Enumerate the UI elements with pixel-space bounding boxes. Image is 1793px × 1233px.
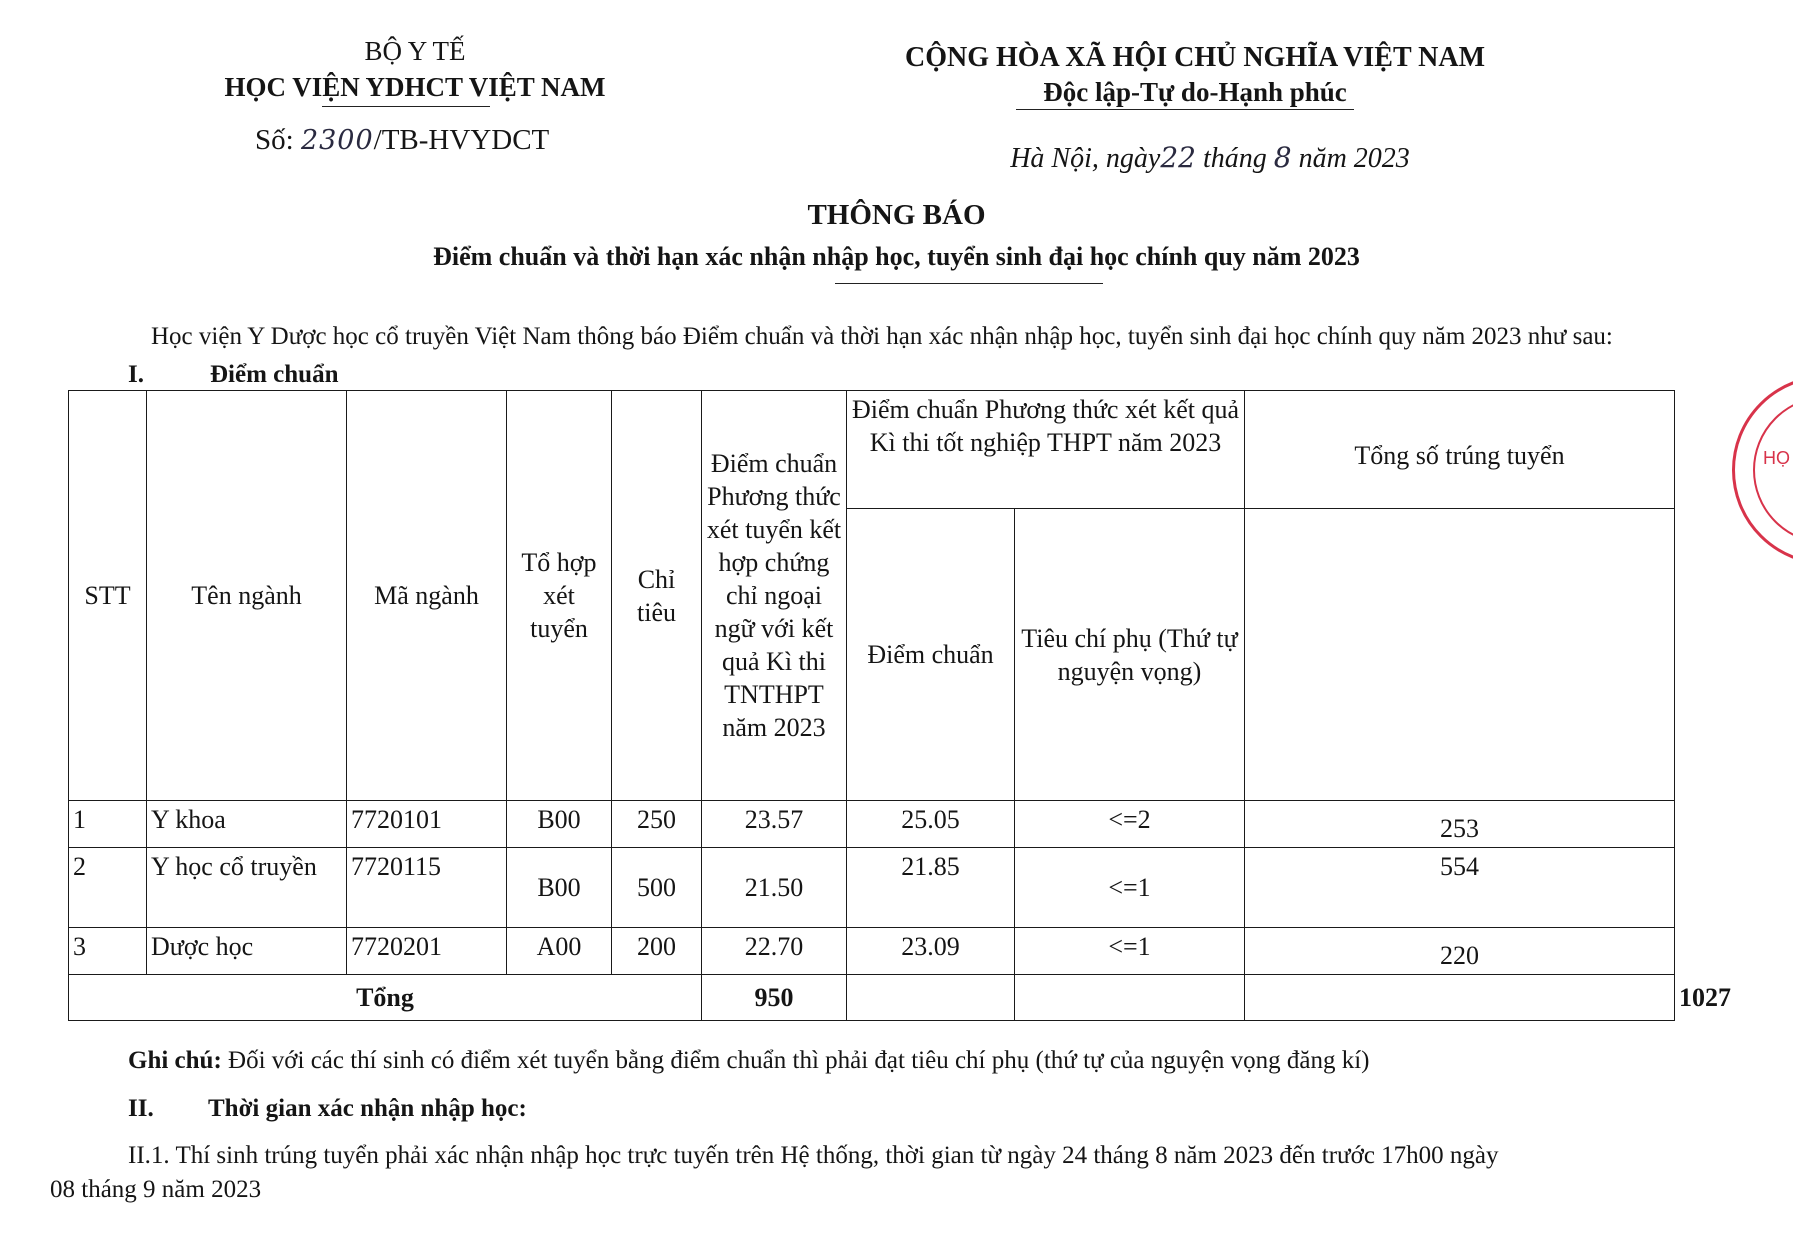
- total-label: Tổng: [69, 975, 702, 1021]
- header-combo: Tổ hợp xét tuyển: [507, 391, 612, 801]
- total-blank: [1245, 975, 1675, 1021]
- seal-inner-ring: [1753, 396, 1793, 544]
- republic-name: CỘNG HÒA XÃ HỘI CHỦ NGHĨA VIỆT NAM: [904, 42, 1486, 73]
- table-row: [69, 848, 1675, 928]
- cell-exam-score: 25.05: [847, 801, 1015, 848]
- cell-cert-score: 21.50: [702, 848, 847, 928]
- cell-quota: 500: [612, 848, 702, 928]
- seal-text: HỌ: [1763, 448, 1790, 468]
- cell-stt: 3: [69, 928, 147, 975]
- cell-admitted: 554: [1245, 848, 1675, 928]
- cell-name: Dược học: [147, 928, 347, 975]
- note-text: Đối với các thí sinh có điểm xét tuyển bằng điểm chuẩn thì phải đạt tiêu chí phụ (thứ tự của nguyện vọng đăng kí): [228, 1047, 1370, 1074]
- cell-combo: B00: [507, 848, 612, 928]
- cell-criteria: <=1: [1015, 928, 1245, 975]
- admission-scores-table: [68, 390, 1731, 1021]
- cell-stt: 2: [69, 848, 147, 928]
- cell-criteria: <=1: [1015, 848, 1245, 928]
- ministry-name: BỘ Y TẾ: [364, 36, 466, 66]
- section2-paragraph-line2: 08 tháng 9 năm 2023: [50, 1176, 262, 1203]
- cell-code: 7720201: [347, 928, 507, 975]
- doc-no-handwritten: 2300: [300, 125, 374, 156]
- doc-no-suffix: /TB-HVYDCT: [373, 124, 550, 156]
- section2-title: Thời gian xác nhận nhập học:: [208, 1095, 527, 1122]
- header-stt: STT: [69, 391, 147, 801]
- note-label: Ghi chú:: [128, 1047, 222, 1074]
- date-year: năm 2023: [1298, 143, 1410, 174]
- note: [128, 1045, 1369, 1077]
- header-exam-criteria: Tiêu chí phụ (Thứ tự nguyện vọng): [1015, 509, 1245, 801]
- cell-cert-score: 22.70: [702, 928, 847, 975]
- doc-no-prefix: Số:: [255, 124, 294, 156]
- notice-title: THÔNG BÁO: [807, 199, 986, 231]
- cell-code: 7720115: [347, 848, 507, 928]
- place-date: [975, 140, 1445, 177]
- date-month-label: tháng: [1202, 143, 1267, 174]
- document-number: [255, 122, 549, 159]
- header-name: Tên ngành: [147, 391, 347, 801]
- cell-name: Y khoa: [147, 801, 347, 848]
- section2-paragraph-line1: II.1. Thí sinh trúng tuyển phải xác nhận nhập học trực tuyến trên Hệ thống, thời gian từ ngày 24 tháng 8 năm 2023 đến trước 17h00 ngày: [128, 1142, 1499, 1169]
- national-motto: Độc lập-Tự do-Hạnh phúc: [1043, 77, 1347, 107]
- cell-combo: B00: [507, 801, 612, 848]
- header-total-admitted: Tổng số trúng tuyển: [1245, 391, 1675, 509]
- header-total-admitted-blank: [1245, 509, 1675, 801]
- academy-name: HỌC VIỆN YDHCT VIỆT NAM: [224, 72, 606, 102]
- header-left-divider: [322, 106, 490, 107]
- header-exam-method: Điểm chuẩn Phương thức xét kết quả Kì thi tốt nghiệp THPT năm 2023: [847, 391, 1245, 509]
- cell-combo: A00: [507, 928, 612, 975]
- header-exam-score: Điểm chuẩn: [847, 509, 1015, 801]
- date-month: 8: [1273, 141, 1292, 174]
- total-blank: [847, 975, 1015, 1021]
- table-total-row: Tổng 950 1027: [69, 975, 1675, 1021]
- header-quota: Chỉ tiêu: [612, 391, 702, 801]
- cell-exam-score: 23.09: [847, 928, 1015, 975]
- header-cert-method: Điểm chuẩn Phương thức xét tuyển kết hợp chứng chỉ ngoại ngữ với kết quả Kì thi TNTHPT năm 2023: [702, 391, 847, 801]
- header-code: Mã ngành: [347, 391, 507, 801]
- cell-cert-score: 23.57: [702, 801, 847, 848]
- subtitle-divider: [835, 283, 1103, 284]
- section1-title: Điểm chuẩn: [210, 361, 339, 388]
- table-row: [69, 928, 1675, 975]
- cell-criteria: <=2: [1015, 801, 1245, 848]
- date-prefix: Hà Nội, ngày: [1010, 143, 1161, 174]
- cell-exam-score: 21.85: [847, 848, 1015, 928]
- header-right-divider: [1016, 109, 1354, 110]
- cell-code: 7720101: [347, 801, 507, 848]
- red-seal-stamp: [1732, 375, 1793, 565]
- section2-number: II.: [128, 1095, 154, 1122]
- section1-number: I.: [128, 361, 144, 388]
- total-quota: 950: [702, 975, 847, 1021]
- notice-subtitle: Điểm chuẩn và thời hạn xác nhận nhập học, tuyển sinh đại học chính quy năm 2023: [433, 242, 1360, 271]
- date-day: 22: [1160, 141, 1196, 174]
- table-row: [69, 801, 1675, 848]
- intro-paragraph: Học viện Y Dược học cổ truyền Việt Nam thông báo Điểm chuẩn và thời hạn xác nhận nhập học, tuyển sinh đại học chính quy năm 2023 như sau:: [151, 323, 1613, 350]
- cell-stt: 1: [69, 801, 147, 848]
- cell-quota: 250: [612, 801, 702, 848]
- cell-admitted: 220: [1245, 928, 1675, 975]
- total-blank: [1015, 975, 1245, 1021]
- cell-quota: 200: [612, 928, 702, 975]
- cell-admitted: 253: [1245, 801, 1675, 848]
- cell-name: Y học cổ truyền: [147, 848, 347, 928]
